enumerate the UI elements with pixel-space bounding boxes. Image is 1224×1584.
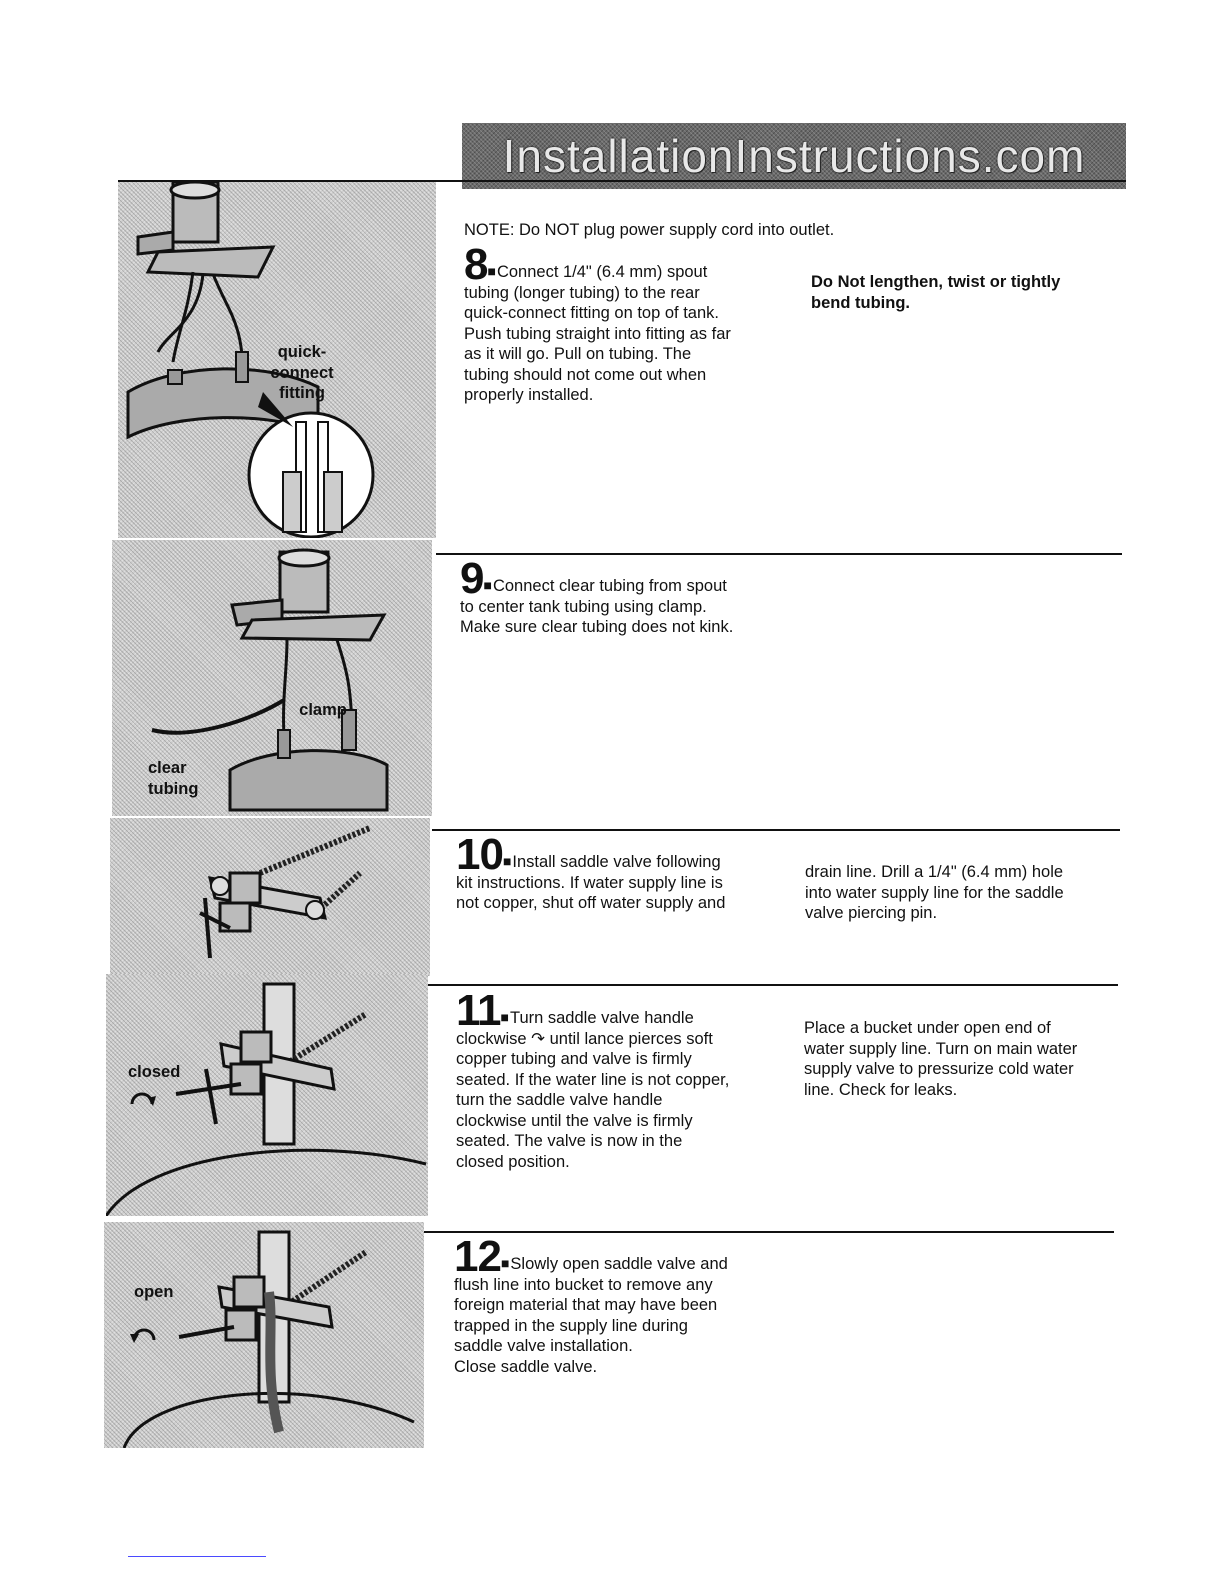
illustration-step-10: [110, 818, 430, 976]
step-10: [456, 830, 786, 914]
step-11-body: clockwise ↷ until lance pierces soft copper tubing and valve is firmly seated. If the water line is not copper, turn the saddle valve handle clockwise until the valve is firmly seated. The valve is now in the closed position.: [456, 1029, 730, 1171]
step-12-first-line: [454, 1232, 784, 1281]
illustration-step-12: [104, 1222, 424, 1448]
step-8-warning: Do Not lengthen, twist or tightly bend tubing.: [811, 273, 1061, 312]
step-11: [456, 986, 786, 1172]
step-8-bullet: ■: [487, 263, 496, 279]
callout-clear-tubing: clear tubing: [148, 759, 199, 798]
step-12-lead: Slowly open saddle valve and: [510, 1255, 728, 1273]
step-8-body: tubing (longer tubing) to the rear quick-connect fitting on top of tank. Push tubing straight into fitting as far as it will go. Pull on tubing. The tubing should not come out when properly installed.: [464, 283, 731, 404]
illustration-step-9: [112, 540, 432, 816]
step-12-number: 12: [454, 1232, 501, 1281]
step-9: [460, 554, 790, 638]
step-10-number: 10: [456, 830, 503, 879]
step-10-first-line: [456, 830, 786, 879]
illustration-step-8: [118, 182, 436, 538]
divider-10: [432, 829, 1120, 831]
saddle-valve-illustration: [110, 818, 430, 976]
divider-11: [428, 984, 1118, 986]
step-9-bullet: ■: [483, 577, 492, 593]
closed-valve-illustration: [106, 974, 428, 1216]
step-12-bullet: ■: [500, 1255, 510, 1271]
footer-link-line: [128, 1556, 266, 1557]
step-11-lead: Turn saddle valve handle: [509, 1009, 694, 1027]
callout-closed: closed: [128, 1063, 181, 1081]
step-8-first-line: [464, 240, 784, 289]
step-11-bullet: ■: [500, 1009, 509, 1025]
step-10-continuation: drain line. Drill a 1/4" (6.4 mm) hole into water supply line for the saddle valve piercing pin.: [805, 863, 1064, 922]
step-10-bullet: ■: [502, 853, 512, 869]
step-12: [454, 1232, 784, 1377]
open-valve-illustration: [104, 1222, 424, 1448]
callout-quick-connect: quick- connect fitting: [270, 343, 334, 402]
step-11-continuation: Place a bucket under open end of water supply line. Turn on main water supply valve to pressurize cold water line. Check for leaks.: [804, 1019, 1078, 1099]
power-cord-note: NOTE: Do NOT plug power supply cord into outlet.: [464, 221, 835, 239]
step-9-lead: Connect clear tubing from spout: [492, 577, 727, 595]
step-9-number: 9: [460, 554, 484, 603]
banner-text: InstallationInstructions.com: [502, 130, 1086, 182]
step-12-body: flush line into bucket to remove any foreign material that may have been trapped in the supply line during saddle valve installation. Close saddle valve.: [454, 1275, 718, 1376]
step-11-number: 11: [456, 986, 501, 1035]
step-8: [464, 240, 784, 406]
step-9-body: to center tank tubing using clamp. Make sure clear tubing does not kink.: [460, 597, 734, 636]
step-10-body: kit instructions. If water supply line is not copper, shut off water supply and: [456, 873, 726, 912]
divider-12: [424, 1231, 1114, 1233]
callout-open: open: [134, 1283, 174, 1301]
step-8-lead: Connect 1/4" (6.4 mm) spout: [496, 263, 708, 281]
step-11-first-line: [456, 986, 786, 1035]
step-10-lead: Install saddle valve following: [512, 853, 721, 871]
step-8-number: 8: [464, 240, 488, 289]
divider-9: [436, 553, 1122, 555]
callout-clamp: clamp: [299, 701, 347, 719]
illustration-step-11: [106, 974, 428, 1216]
step-9-first-line: [460, 554, 790, 603]
